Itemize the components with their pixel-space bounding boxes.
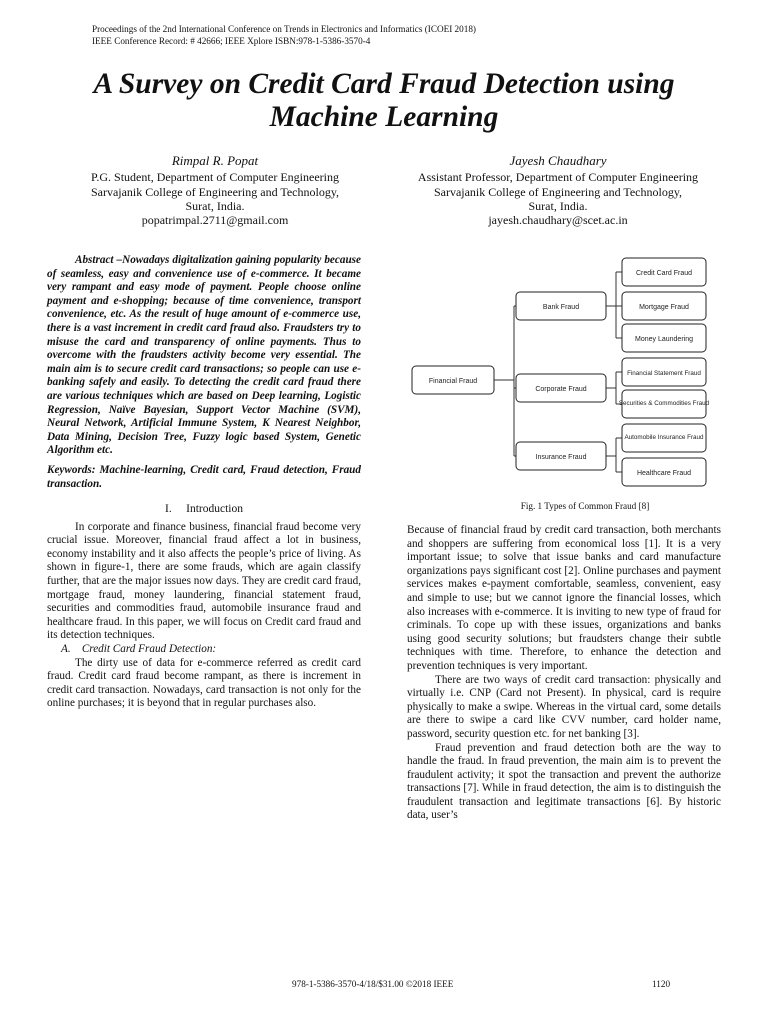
page-number: 1120 — [652, 979, 671, 989]
body-paragraph: There are two ways of credit card transaction: physically and virtually i.e. CNP (Card not Present). In physical, card is require physically to make a swipe. Whereas in the virtual card, some details are there to swipe a card like CVV number, card holder name, password, security question etc. for net banking [3]. — [407, 673, 721, 740]
author-affiliation-1: Assistant Professor, Department of Computer Engineering — [417, 170, 699, 185]
body-paragraph: Fraud prevention and fraud detection both are the way to handle the fraud. In fraud prevention, the main aim is to prevent the fraudulent activity; it spot the transaction and prevent the authorize transactions [7]. While in fraud detection, the aim is to distinguish the fraudulent transaction and legitimate transactions [6]. By historic data, user’s — [407, 741, 721, 822]
author-affiliation-1: P.G. Student, Department of Computer Engineering — [91, 170, 339, 185]
leaf-label: Money Laundering — [635, 336, 693, 343]
subsection-paragraph: The dirty use of data for e-commerce referred as credit card fraud. Credit card fraud become rampant, as there is increment in credit card transaction. Nowadays, card transaction is not only for the online purchases; it is beyond that in regular purchases also. — [47, 656, 361, 710]
footer-copyright: 978-1-5386-3570-4/18/$31.00 ©2018 IEEE — [292, 979, 454, 989]
branch-label: Corporate Fraud — [535, 386, 587, 393]
right-column — [407, 524, 721, 823]
intro-paragraph: In corporate and finance business, financial fraud become very crucial issue. Moreover, financial fraud affect a lot in business, economy instability and it also affects the people’s price of living. As shown in figure-1, there are some frauds, which are again classify further, that are the major issues now days. They are credit card fraud, mortgage fraud, money laundering, financial statement fraud, securities and commodities fraud, automobile insurance fraud and healthcare fraud. In this paper, we will focus on Credit card fraud and its detection techniques. — [47, 520, 361, 642]
body-paragraph: Because of financial fraud by credit card transaction, both merchants and shoppers are suffering from economical loss [1]. It is a very important issue; to solve that issue banks and card manufacture organizations pays significant cost [2]. Online purchases and payment services makes e-payment comfortable, seamless, convenient, easy and simple to use; but we cannot ignore the financial losses, which also increases with e-commerce. It is inviting to new type of fraud for criminals. To cope up with these issues, organizations and banks using good security solutions; but fraudsters change their subtle techniques with time. Therefore, to enhance the detection and prevention techniques is very important. — [407, 524, 721, 672]
branch-label: Bank Fraud — [542, 304, 580, 311]
fraud-types-diagram — [410, 252, 720, 492]
author-location: Surat, India. — [185, 198, 245, 213]
leaf-label: Securities & Commodities Fraud — [618, 400, 710, 407]
author-email: jayesh.chaudhary@scet.ac.in — [488, 213, 628, 228]
author-email: popatrimpal.2711@gmail.com — [141, 213, 289, 228]
left-column — [47, 254, 361, 711]
leaf-label: Automobile Insurance Fraud — [624, 434, 704, 441]
branch-label: Insurance Fraud — [535, 454, 587, 461]
author-block-1 — [40, 154, 390, 227]
leaf-label: Financial Statement Fraud — [627, 370, 701, 377]
section-heading — [47, 503, 361, 517]
leaf-label: Credit Card Fraud — [635, 270, 693, 277]
conference-header: Proceedings of the 2nd International Conference on Trends in Electronics and Informatics (ICOEI 2018) — [92, 24, 476, 34]
leaf-label: Mortgage Fraud — [639, 304, 689, 311]
keywords: Keywords: Machine-learning, Credit card, Fraud detection, Fraud transaction. — [47, 463, 361, 490]
author-location: Surat, India. — [528, 198, 588, 213]
leaf-label: Healthcare Fraud — [636, 470, 692, 477]
author-block-2 — [383, 154, 733, 227]
subsection-heading: A. Credit Card Fraud Detection: — [61, 643, 217, 656]
author-name: Jayesh Chaudhary — [509, 153, 607, 168]
figure-caption: Fig. 1 Types of Common Fraud [8] — [520, 501, 650, 511]
root-label: Financial Fraud — [428, 378, 478, 385]
author-affiliation-2: Sarvajanik College of Engineering and Technology, — [90, 184, 340, 199]
conference-record: IEEE Conference Record: # 42666; IEEE Xplore ISBN:978-1-5386-3570-4 — [92, 36, 371, 46]
author-name: Rimpal R. Popat — [171, 153, 259, 168]
section-title: Introduction — [186, 503, 243, 516]
paper-title: A Survey on Credit Card Fraud Detection using Machine Learning — [93, 68, 675, 133]
abstract: Abstract –Nowadays digitalization gaining popularity because of seamless, easy and convenience use of e-commerce. It became very rampant and easy mode of payment. People choose online payment and e-shopping; because of time convenience, transport convenience, etc. As the result of huge amount of e-commerce use, there is a vast increment in credit card fraud also. Fraudsters try to misuse the card and transparency of online payments. Thus to overcome with the fraudsters activity become very essential. The main aim is to secure credit card transactions; so people can use e-banking safely and easily. To detecting the credit card fraud there are various techniques which are based on Deep learning, Logistic Regression, Naïve Bayesian, Support Vector Machine (SVM), Neural Network, Artificial Immune System, K Nearest Neighbor, Data Mining, Decision Tree, Fuzzy logic based System, Genetic Algorithm etc. — [47, 254, 361, 457]
section-number: I. — [165, 503, 172, 516]
author-affiliation-2: Sarvajanik College of Engineering and Technology, — [433, 184, 683, 199]
